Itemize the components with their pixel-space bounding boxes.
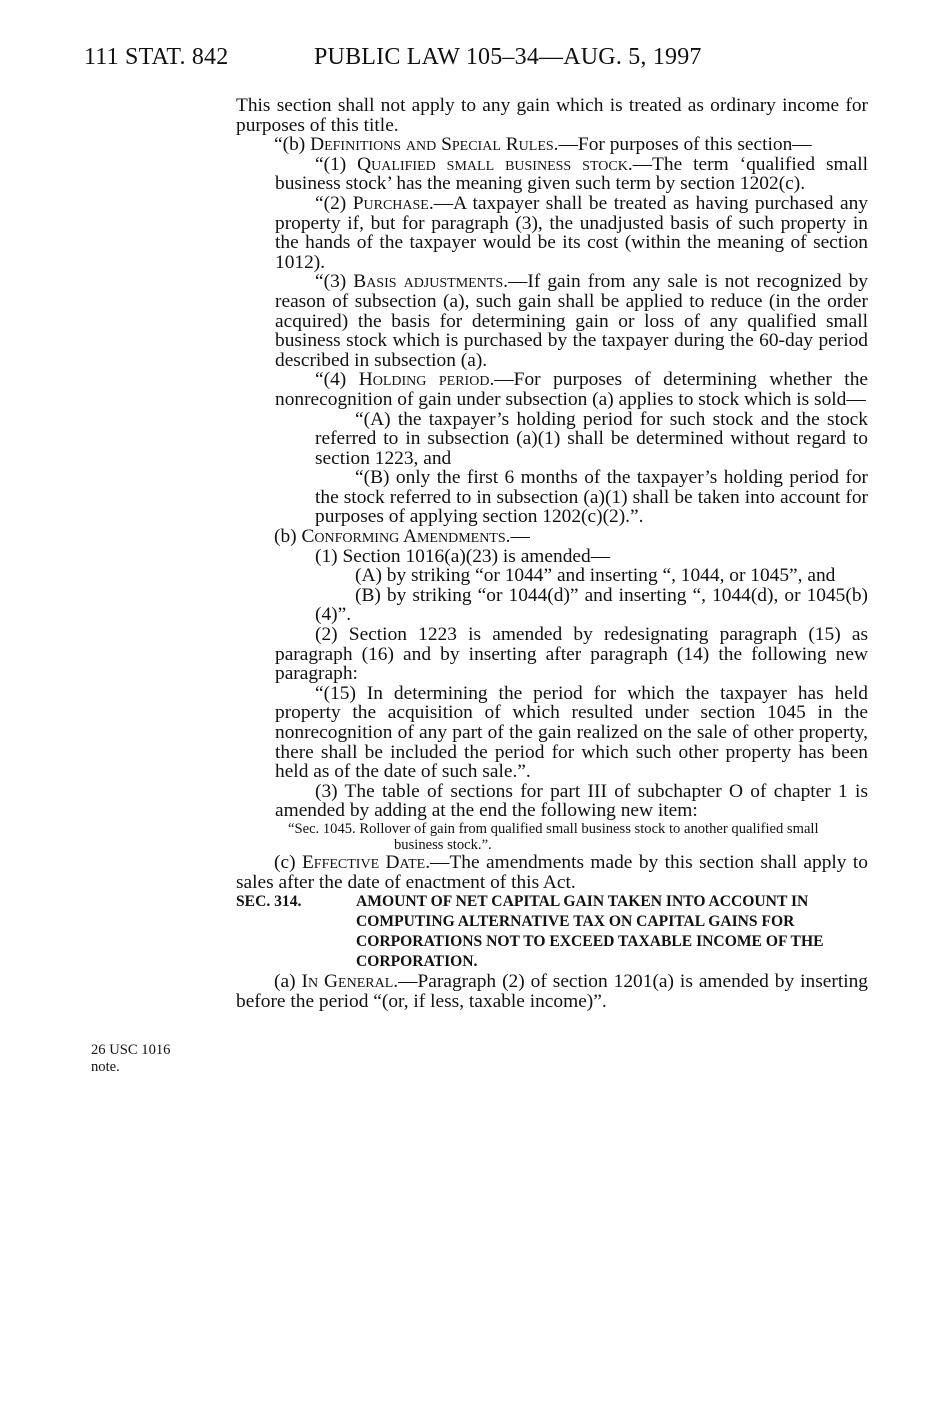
subsection-effective-date: (c) Effective Date.—The amendments made by this section shall apply to sales after the date of enactment of this Act.	[236, 851, 868, 893]
margin-citation-line: 26 USC 1016	[91, 1042, 171, 1058]
margin-citation	[91, 1042, 170, 1076]
paragraph-heading: Qualified small business stock	[357, 153, 628, 175]
subsection-heading: In General	[301, 971, 394, 993]
amendment-1: (1) Section 1016(a)(23) is amended—	[315, 545, 611, 567]
public-law-title: PUBLIC LAW 105–34—AUG. 5, 1997	[314, 44, 702, 70]
paragraph-heading: Basis adjustments	[353, 271, 504, 293]
paragraph-3: “(3) Basis adjustments.—If gain from any sale is not recognized by reason of subsection (a), such gain shall be applied to reduce (in the order acquired) the basis for determining gain or loss of any qualified small business stock which is purchased by the taxpayer during the 60-day period described in subsection (a).	[275, 271, 868, 371]
margin-citation-line: note.	[91, 1059, 120, 1075]
paragraph-heading: Purchase	[352, 192, 429, 214]
subsection-heading: Effective Date	[301, 851, 426, 873]
document-body	[236, 96, 868, 1011]
subsection-conforming: (b) Conforming Amendments.—	[274, 526, 530, 548]
amendment-1A: (A) by striking “or 1044” and inserting “, 1044, or 1045”, and	[355, 565, 836, 587]
amendment-1B: (B) by striking “or 1044(d)” and inserting “, 1044(d), or 1045(b)(4)”.	[315, 584, 868, 626]
paragraph-heading: Holding period	[358, 369, 490, 391]
statute-page-ref: 111 STAT. 842	[84, 44, 229, 70]
subsection-heading: Definitions and Special Rules	[310, 134, 554, 156]
paragraph-1: “(1) Qualified small business stock.—The term ‘qualified small business stock’ has the meaning given such term by section 1202(c).	[275, 153, 868, 195]
paragraph-2: “(2) Purchase.—A taxpayer shall be treated as having purchased any property if, but for paragraph (3), the unadjusted basis of such property in the hands of the taxpayer would be its cost (within the meaning of section 1012).	[275, 192, 868, 273]
subparagraph-B: “(B) only the first 6 months of the taxpayer’s holding period for the stock referred to in subsection (a)(1) shall be taken into account for purposes of applying section 1202(c)(2).”.	[315, 467, 868, 528]
section-title: AMOUNT OF NET CAPITAL GAIN TAKEN INTO ACCOUNT IN COMPUTING ALTERNATIVE TAX ON CAPITAL GAINS FOR CORPORATIONS NOT TO EXCEED TAXABLE INCOME OF THE CORPORATION.	[356, 893, 824, 971]
section-number: SEC. 314.	[236, 893, 302, 911]
subsection-b: “(b) Definitions and Special Rules.—For purposes of this section—	[274, 134, 812, 156]
table-of-sections-item: “Sec. 1045. Rollover of gain from qualified small business stock to another qualified small business stock.”.	[288, 820, 819, 853]
amendment-3: (3) The table of sections for part III of subchapter O of chapter 1 is amended by adding at the end the following new item:	[275, 780, 868, 822]
paragraph: This section shall not apply to any gain which is treated as ordinary income for purposes of this title.	[236, 95, 868, 136]
paragraph-4: “(4) Holding period.—For purposes of determining whether the nonrecognition of gain under subsection (a) applies to stock which is sold—	[275, 369, 868, 410]
subparagraph-A: “(A) the taxpayer’s holding period for such stock and the stock referred to in subsection (a)(1) shall be determined without regard to section 1223, and	[315, 408, 868, 469]
section-heading	[236, 892, 868, 972]
subsection-a: (a) In General.—Paragraph (2) of section 1201(a) is amended by inserting before the period “(or, if less, taxable income)”.	[236, 971, 868, 1012]
new-paragraph-15: “(15) In determining the period for which the taxpayer has held property the acquisition of which resulted under section 1045 in the nonrecognition of any part of the gain realized on the sale of other property, there shall be included the period for which such other property has been held as of the date of such sale.”.	[275, 682, 868, 783]
amendment-2: (2) Section 1223 is amended by redesignating paragraph (15) as paragraph (16) and by inserting after paragraph (14) the following new paragraph:	[275, 624, 868, 685]
subsection-heading: Conforming Amendments	[301, 526, 506, 548]
